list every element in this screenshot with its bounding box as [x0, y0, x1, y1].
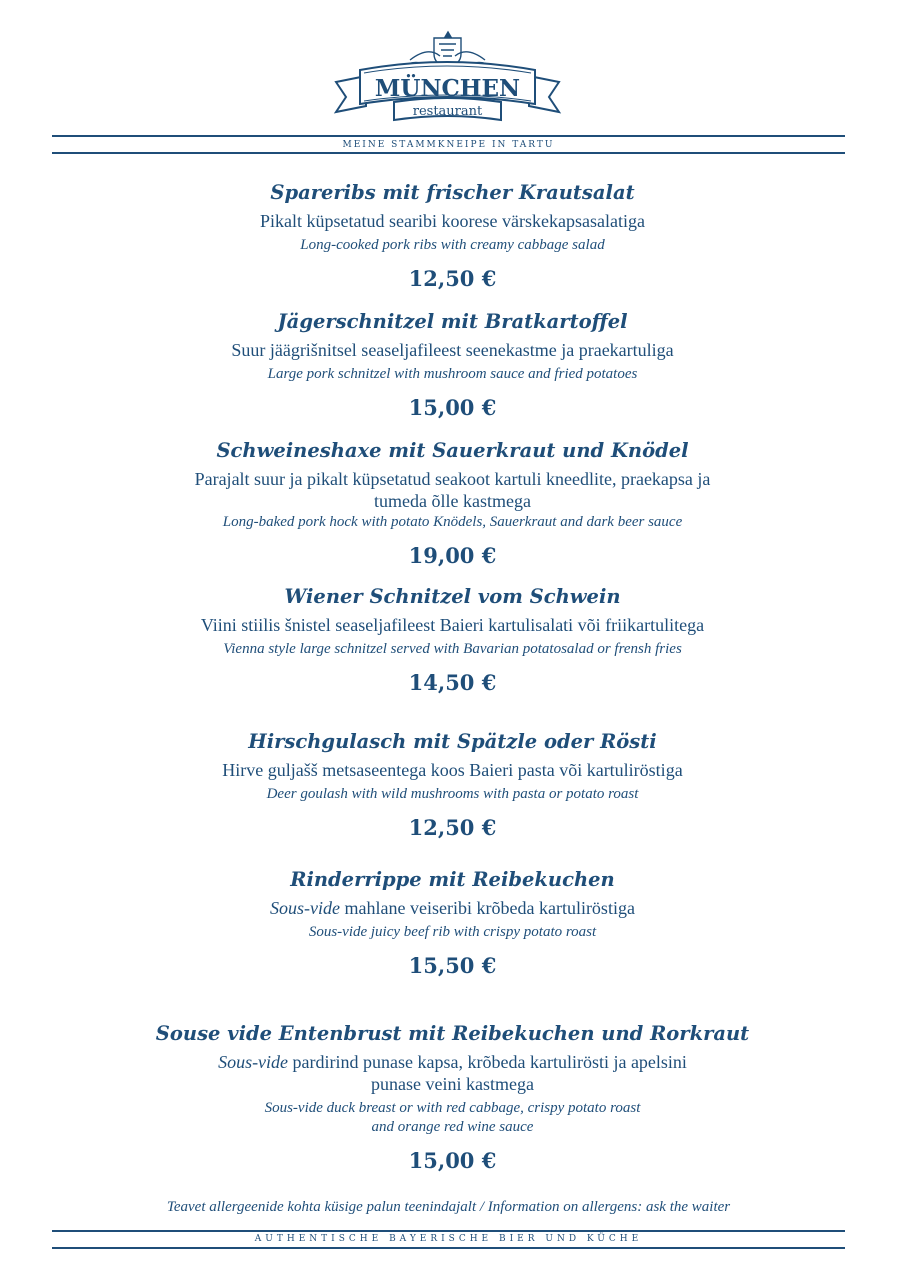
- logo-name: MÜNCHEN: [374, 75, 521, 102]
- dish-price: 14,50 €: [408, 670, 497, 695]
- dish-desc-et: Pikalt küpsetatud searibi koorese värskekapsasalatiga: [260, 211, 645, 231]
- dish-price: 19,00 €: [408, 543, 497, 568]
- header-rule-bottom: [52, 152, 845, 154]
- header-tagline: MEINE STAMMKNEIPE IN TARTU: [342, 140, 555, 150]
- dish-name-de: Schweineshaxe mit Sauerkraut und Knödel: [216, 439, 689, 462]
- menu-item-entenbrust: [60, 1022, 845, 1174]
- footer-rule-top: [52, 1230, 845, 1232]
- dish-price: 15,00 €: [408, 1148, 497, 1173]
- dish-desc-en: Deer goulash with wild mushrooms with pasta or potato roast: [266, 786, 639, 802]
- dish-desc-et-rest: pardirind punase kapsa, krõbeda kartulirösti ja apelsini: [288, 1052, 687, 1072]
- dish-desc-et: [60, 468, 845, 512]
- dish-desc-et-line1: Parajalt suur ja pikalt küpsetatud seakoot kartuli kneedlite, praekapsa ja: [194, 469, 711, 489]
- menu-item-rinderrippe: [60, 868, 845, 979]
- dish-price: 12,50 €: [408, 266, 497, 291]
- footer-rule-bottom: [52, 1247, 845, 1249]
- dish-name-de: Spareribs mit frischer Krautsalat: [270, 181, 635, 204]
- dish-name-de: Souse vide Entenbrust mit Reibekuchen und Rorkraut: [155, 1022, 750, 1045]
- dish-desc-et: Hirve guljašš metsaseentega koos Baieri pasta või kartuliröstiga: [222, 760, 683, 780]
- dish-desc-en: Long-cooked pork ribs with creamy cabbage salad: [300, 237, 605, 253]
- allergen-note: Teavet allergeenide kohta küsige palun teenindajalt / Information on allergens: ask the waiter: [166, 1199, 731, 1215]
- sous-vide-term: Sous-vide: [270, 898, 341, 918]
- menu-item-hirschgulasch: [60, 730, 845, 841]
- dish-name-de: Jägerschnitzel mit Bratkartoffel: [277, 310, 628, 333]
- dish-name-de: Rinderrippe mit Reibekuchen: [290, 868, 615, 891]
- sous-vide-term: Sous-vide: [218, 1052, 289, 1072]
- dish-desc-et-rest: mahlane veiseribi krõbeda kartuliröstiga: [340, 898, 635, 918]
- dish-desc-et: Viini stiilis šnistel seaseljafileest Baieri kartulisalati või friikartulitega: [200, 615, 705, 635]
- dish-desc-et-line2: punase veini kastmega: [371, 1074, 534, 1094]
- dish-name-de: Hirschgulasch mit Spätzle oder Rösti: [248, 730, 657, 753]
- logo-subtitle: restaurant: [412, 104, 483, 119]
- dish-desc-et: [60, 1051, 845, 1095]
- dish-desc-en: [60, 1099, 845, 1137]
- dish-desc-en: Sous-vide juicy beef rib with crispy potato roast: [308, 924, 597, 940]
- menu-item-schweineshaxe: [60, 439, 845, 569]
- dish-desc-en-line2: and orange red wine sauce: [371, 1119, 534, 1135]
- menu-item-wiener-schnitzel: [60, 585, 845, 696]
- dish-name-de: Wiener Schnitzel vom Schwein: [284, 585, 621, 608]
- dish-desc-et: Suur jäägrišnitsel seaseljafileest seenekastme ja praekartuliga: [231, 340, 674, 360]
- dish-desc-en: Long-baked pork hock with potato Knödels, Sauerkraut and dark beer sauce: [222, 514, 683, 530]
- menu-item-jagerschnitzel: [60, 310, 845, 421]
- dish-price: 15,50 €: [408, 953, 497, 978]
- munchen-restaurant-logo: [330, 30, 565, 128]
- footer-tagline: AUTHENTISCHE BAYERISCHE BIER UND KÜCHE: [254, 1234, 643, 1244]
- dish-price: 15,00 €: [408, 395, 497, 420]
- dish-desc-en: Large pork schnitzel with mushroom sauce and fried potatoes: [267, 366, 638, 382]
- dish-desc-et-line2: tumeda õlle kastmega: [374, 491, 531, 511]
- header-rule-top: [52, 135, 845, 137]
- dish-desc-en: Vienna style large schnitzel served with Bavarian potatosalad or frensh fries: [223, 641, 682, 657]
- dish-price: 12,50 €: [408, 815, 497, 840]
- dish-desc-en-line1: Sous-vide duck breast or with red cabbage, crispy potato roast: [264, 1100, 641, 1116]
- menu-item-spareribs: [60, 181, 845, 292]
- dish-desc-et: [60, 897, 845, 919]
